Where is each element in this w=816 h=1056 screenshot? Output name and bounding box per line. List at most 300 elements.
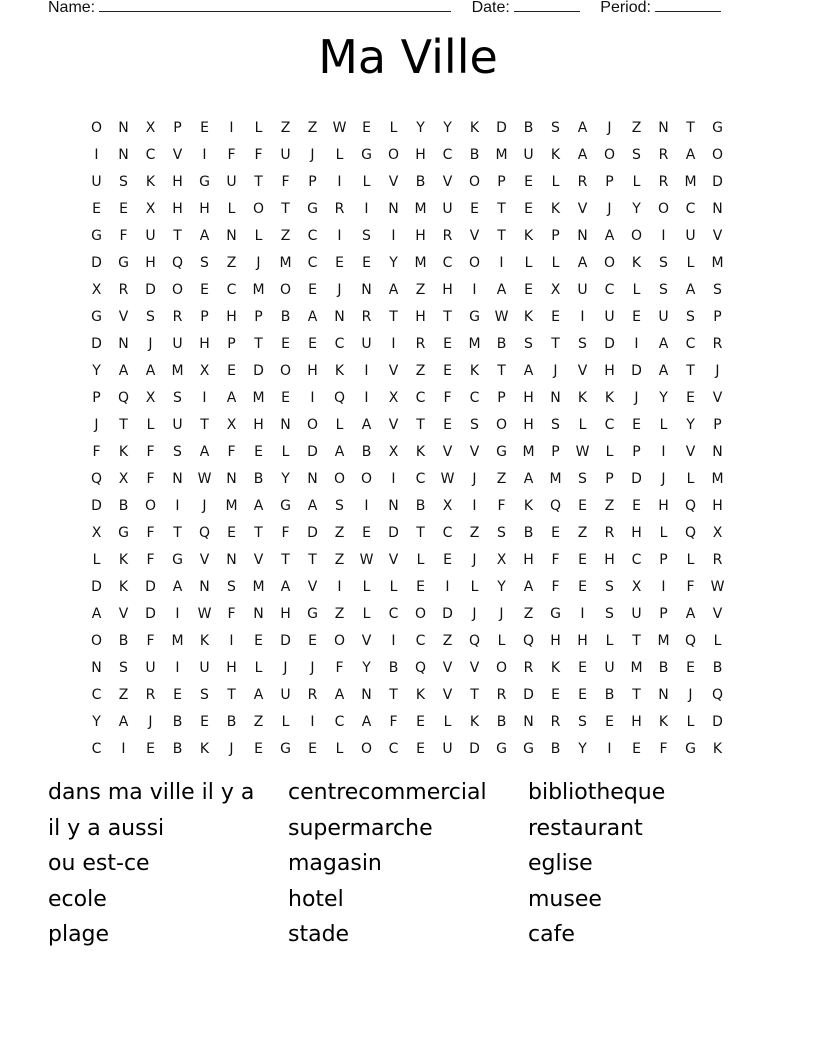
grid-letter: E [551, 308, 560, 325]
grid-letter: O [360, 470, 373, 487]
grid-letter: B [415, 173, 426, 190]
grid-letter: Z [415, 362, 426, 379]
grid-letter: L [578, 416, 587, 433]
grid-letter: Q [684, 497, 697, 514]
grid-letter: T [389, 308, 398, 325]
grid-letter: C [415, 389, 426, 406]
grid-letter: I [472, 497, 477, 514]
grid-letter: E [443, 362, 452, 379]
grid-letter: A [226, 389, 237, 406]
date-field[interactable] [472, 0, 580, 17]
grid-letter: D [604, 335, 615, 352]
grid-letter: I [580, 605, 585, 622]
grid-letter: O [252, 200, 265, 217]
grid-letter: O [468, 254, 481, 271]
grid-letter: A [523, 362, 534, 379]
grid-letter: R [496, 686, 507, 703]
grid-letter: Q [333, 389, 346, 406]
grid-letter: X [145, 119, 156, 136]
grid-letter: E [308, 335, 317, 352]
grid-letter: E [416, 713, 425, 730]
grid-letter: G [307, 605, 318, 622]
grid-letter: A [685, 146, 696, 163]
grid-letter: K [469, 362, 480, 379]
grid-letter: E [281, 335, 290, 352]
grid-letter: E [578, 686, 587, 703]
grid-letter: M [279, 254, 292, 271]
grid-letter: U [280, 686, 291, 703]
grid-letter: U [172, 416, 183, 433]
grid-letter: E [443, 416, 452, 433]
grid-letter: B [550, 740, 561, 757]
grid-letter: Y [659, 389, 668, 406]
grid-letter: O [603, 254, 616, 271]
grid-letter: S [227, 578, 236, 595]
grid-letter: X [442, 497, 453, 514]
grid-letter: E [686, 389, 695, 406]
grid-letter: U [172, 335, 183, 352]
grid-letter: E [632, 740, 641, 757]
grid-letter: B [172, 740, 183, 757]
grid-letter: V [685, 443, 696, 460]
grid-letter: I [175, 659, 180, 676]
grid-letter: B [712, 659, 723, 676]
grid-letter: L [254, 227, 263, 244]
grid-letter: O [711, 146, 724, 163]
grid-letter: U [658, 308, 669, 325]
grid-letter: G [685, 740, 696, 757]
grid-letter: G [307, 200, 318, 217]
grid-letter: O [279, 281, 292, 298]
grid-letter: Z [226, 254, 237, 271]
grid-letter: H [226, 308, 237, 325]
grid-letter: L [551, 173, 560, 190]
grid-letter: I [391, 470, 396, 487]
grid-letter: F [146, 524, 155, 541]
grid-letter: W [332, 119, 347, 136]
grid-letter: I [661, 443, 666, 460]
grid-letter: H [523, 416, 534, 433]
grid-letter: K [469, 119, 480, 136]
grid-letter: N [199, 578, 210, 595]
grid-letter: B [415, 497, 426, 514]
grid-letter: C [307, 227, 318, 244]
grid-letter: L [605, 632, 614, 649]
grid-letter: M [549, 470, 562, 487]
grid-letter: A [307, 308, 318, 325]
grid-letter: N [91, 659, 102, 676]
grid-letter: I [175, 605, 180, 622]
grid-letter: U [361, 335, 372, 352]
grid-letter: O [306, 416, 319, 433]
grid-letter: F [146, 551, 155, 568]
grid-letter: P [92, 389, 101, 406]
grid-letter: D [388, 524, 399, 541]
grid-letter: S [524, 335, 533, 352]
grid-letter: T [470, 686, 479, 703]
grid-letter: D [145, 281, 156, 298]
grid-letter: P [713, 308, 722, 325]
grid-letter: Y [92, 713, 101, 730]
grid-letter: L [686, 713, 695, 730]
grid-letter: E [200, 281, 209, 298]
grid-letter: E [362, 524, 371, 541]
grid-letter: T [173, 524, 182, 541]
grid-letter: O [90, 632, 103, 649]
grid-letter: N [712, 443, 723, 460]
grid-letter: P [659, 551, 668, 568]
grid-letter: B [172, 713, 183, 730]
grid-letter: T [632, 632, 641, 649]
grid-letter: T [227, 686, 236, 703]
period-label: Period: [600, 0, 651, 16]
grid-letter: E [254, 632, 263, 649]
grid-letter: U [226, 173, 237, 190]
grid-letter: E [524, 200, 533, 217]
grid-letter: A [280, 578, 291, 595]
grid-letter: Q [468, 632, 481, 649]
grid-letter: I [364, 389, 369, 406]
grid-letter: I [499, 254, 504, 271]
grid-letter: S [659, 254, 668, 271]
grid-letter: C [442, 254, 453, 271]
grid-letter: Z [577, 524, 588, 541]
grid-letter: N [523, 713, 534, 730]
grid-letter: H [604, 362, 615, 379]
grid-letter: N [361, 686, 372, 703]
grid-letter: K [199, 632, 210, 649]
grid-letter: L [389, 578, 398, 595]
grid-letter: R [118, 281, 129, 298]
grid-letter: F [146, 632, 155, 649]
grid-letter: L [254, 119, 263, 136]
grid-letter: H [307, 362, 318, 379]
grid-letter: N [388, 497, 399, 514]
grid-letter: P [497, 389, 506, 406]
grid-letter: H [253, 416, 264, 433]
grid-letter: F [497, 497, 506, 514]
grid-letter: L [524, 254, 533, 271]
grid-letter: A [604, 227, 615, 244]
grid-letter: W [197, 470, 212, 487]
grid-letter: U [280, 146, 291, 163]
grid-letter: C [604, 281, 615, 298]
grid-letter: Y [632, 200, 641, 217]
grid-letter: L [146, 416, 155, 433]
grid-letter: V [388, 173, 399, 190]
grid-letter: P [632, 443, 641, 460]
grid-letter: J [634, 389, 639, 406]
grid-letter: R [145, 686, 156, 703]
grid-letter: S [551, 119, 560, 136]
grid-letter: U [442, 740, 453, 757]
grid-letter: O [387, 146, 400, 163]
grid-letter: T [686, 119, 695, 136]
period-line [655, 0, 721, 12]
grid-letter: R [550, 713, 561, 730]
grid-letter: E [254, 443, 263, 460]
grid-letter: Y [362, 659, 371, 676]
grid-letter: V [253, 551, 264, 568]
word-bank-item: eglise [528, 851, 593, 876]
grid-letter: H [631, 524, 642, 541]
grid-letter: J [310, 659, 315, 676]
grid-letter: P [551, 227, 560, 244]
grid-letter: C [91, 740, 102, 757]
grid-letter: N [280, 416, 291, 433]
word-bank-item: magasin [288, 851, 382, 876]
grid-letter: O [279, 362, 292, 379]
grid-letter: M [630, 659, 643, 676]
grid-letter: A [334, 443, 345, 460]
grid-letter: R [523, 659, 534, 676]
grid-letter: K [523, 227, 534, 244]
grid-letter: E [443, 335, 452, 352]
grid-letter: T [254, 335, 263, 352]
grid-letter: T [173, 227, 182, 244]
grid-letter: X [118, 470, 129, 487]
word-bank [48, 780, 768, 958]
grid-letter: X [199, 362, 210, 379]
grid-letter: C [469, 389, 480, 406]
grid-letter: S [470, 416, 479, 433]
grid-letter: A [253, 497, 264, 514]
grid-letter: J [310, 146, 315, 163]
grid-letter: V [469, 443, 480, 460]
grid-letter: U [577, 281, 588, 298]
grid-letter: E [686, 659, 695, 676]
name-line [99, 0, 451, 12]
grid-letter: A [118, 713, 129, 730]
grid-letter: O [333, 470, 346, 487]
grid-letter: I [310, 713, 315, 730]
grid-letter: A [199, 443, 210, 460]
grid-letter: H [226, 659, 237, 676]
grid-letter: O [333, 632, 346, 649]
grid-letter: E [578, 578, 587, 595]
grid-letter: E [578, 497, 587, 514]
grid-letter: J [337, 281, 342, 298]
grid-letter: J [148, 713, 153, 730]
grid-letter: X [388, 389, 399, 406]
grid-letter: P [551, 443, 560, 460]
grid-letter: F [551, 578, 560, 595]
grid-letter: H [523, 389, 534, 406]
grid-letter: Q [117, 389, 130, 406]
grid-letter: V [118, 605, 129, 622]
grid-letter: Q [90, 470, 103, 487]
grid-letter: S [200, 254, 209, 271]
grid-letter: H [415, 146, 426, 163]
grid-letter: X [145, 200, 156, 217]
grid-letter: I [661, 578, 666, 595]
grid-letter: V [118, 308, 129, 325]
grid-letter: B [496, 335, 507, 352]
grid-letter: E [146, 740, 155, 757]
grid-letter: P [308, 173, 317, 190]
grid-letter: Y [443, 119, 452, 136]
grid-letter: T [308, 551, 317, 568]
grid-letter: E [92, 200, 101, 217]
grid-letter: L [362, 605, 371, 622]
grid-letter: L [335, 146, 344, 163]
grid-letter: V [388, 551, 399, 568]
grid-letter: E [632, 497, 641, 514]
grid-letter: L [389, 119, 398, 136]
grid-letter: M [522, 443, 535, 460]
grid-letter: T [497, 227, 506, 244]
grid-letter: F [281, 524, 290, 541]
grid-letter: P [173, 119, 182, 136]
grid-letter: D [712, 173, 723, 190]
grid-letter: V [442, 659, 453, 676]
grid-letter: R [604, 524, 615, 541]
grid-letter: F [227, 146, 236, 163]
period-field[interactable] [600, 0, 721, 17]
grid-letter: K [658, 713, 669, 730]
grid-letter: E [605, 713, 614, 730]
grid-letter: I [337, 173, 342, 190]
grid-letter: K [118, 578, 129, 595]
grid-letter: D [307, 443, 318, 460]
grid-letter: C [388, 605, 399, 622]
grid-letter: S [578, 713, 587, 730]
grid-letter: N [307, 470, 318, 487]
grid-letter: J [715, 362, 720, 379]
grid-letter: X [226, 416, 237, 433]
grid-letter: I [310, 389, 315, 406]
grid-letter: O [144, 497, 157, 514]
grid-letter: D [496, 119, 507, 136]
grid-letter: R [172, 308, 183, 325]
word-bank-item: hotel [288, 886, 344, 912]
grid-letter: L [686, 551, 695, 568]
grid-letter: A [172, 578, 183, 595]
grid-letter: E [578, 551, 587, 568]
grid-letter: U [442, 200, 453, 217]
grid-letter: X [631, 578, 642, 595]
grid-letter: C [226, 281, 237, 298]
word-bank-item: cafe [528, 922, 575, 947]
grid-letter: F [227, 443, 236, 460]
grid-letter: B [523, 119, 534, 136]
grid-letter: I [391, 227, 396, 244]
grid-letter: N [118, 146, 129, 163]
grid-letter: X [145, 389, 156, 406]
grid-letter: W [575, 443, 590, 460]
grid-letter: T [119, 416, 128, 433]
name-field[interactable] [48, 0, 451, 17]
grid-letter: A [334, 686, 345, 703]
grid-letter: N [658, 686, 669, 703]
word-bank-item: stade [288, 922, 350, 947]
grid-letter: H [199, 335, 210, 352]
grid-letter: T [551, 335, 560, 352]
grid-letter: D [280, 632, 291, 649]
grid-letter: Y [92, 362, 101, 379]
grid-letter: C [442, 524, 453, 541]
grid-letter: L [281, 713, 290, 730]
grid-letter: Z [253, 713, 264, 730]
grid-letter: Y [389, 254, 398, 271]
grid-letter: L [659, 524, 668, 541]
grid-letter: V [469, 227, 480, 244]
grid-letter: H [172, 173, 183, 190]
grid-letter: K [118, 551, 129, 568]
grid-letter: K [334, 362, 345, 379]
grid-letter: D [712, 713, 723, 730]
grid-letter: A [577, 254, 588, 271]
grid-letter: K [469, 713, 480, 730]
grid-letter: A [577, 146, 588, 163]
grid-letter: D [91, 497, 102, 514]
grid-letter: D [631, 470, 642, 487]
grid-letter: L [416, 551, 425, 568]
grid-letter: Z [280, 119, 291, 136]
grid-letter: R [658, 173, 669, 190]
grid-letter: K [523, 497, 534, 514]
grid-letter: P [497, 173, 506, 190]
grid-letter: B [469, 146, 480, 163]
grid-letter: J [229, 740, 234, 757]
grid-letter: K [577, 389, 588, 406]
grid-letter: G [550, 605, 561, 622]
grid-letter: H [442, 281, 453, 298]
grid-letter: G [172, 551, 183, 568]
grid-letter: V [172, 146, 183, 163]
grid-letter: G [118, 254, 129, 271]
grid-letter: I [391, 335, 396, 352]
grid-letter: J [553, 362, 558, 379]
grid-letter: B [604, 686, 615, 703]
grid-letter: E [416, 740, 425, 757]
grid-letter: H [577, 632, 588, 649]
grid-letter: F [146, 443, 155, 460]
grid-letter: R [307, 686, 318, 703]
grid-letter: M [414, 254, 427, 271]
grid-letter: N [226, 470, 237, 487]
grid-letter: H [523, 551, 534, 568]
grid-letter: V [712, 605, 723, 622]
grid-letter: M [711, 470, 724, 487]
grid-letter: D [469, 740, 480, 757]
grid-letter: C [631, 551, 642, 568]
grid-letter: M [252, 281, 265, 298]
grid-letter: L [335, 416, 344, 433]
grid-letter: U [604, 308, 615, 325]
grid-letter: N [118, 119, 129, 136]
grid-letter: N [172, 470, 183, 487]
grid-letter: J [283, 659, 288, 676]
grid-letter: Y [497, 578, 506, 595]
grid-letter: Q [198, 524, 211, 541]
grid-letter: Z [118, 686, 129, 703]
grid-letter: L [632, 281, 641, 298]
grid-letter: B [388, 659, 399, 676]
grid-letter: F [146, 470, 155, 487]
grid-letter: A [361, 713, 372, 730]
grid-letter: S [578, 335, 587, 352]
grid-letter: A [658, 335, 669, 352]
grid-letter: G [496, 443, 507, 460]
grid-letter: V [442, 443, 453, 460]
grid-letter: J [472, 605, 477, 622]
word-bank-item: ecole [48, 886, 107, 912]
grid-letter: I [229, 632, 234, 649]
grid-letter: E [416, 578, 425, 595]
grid-letter: Q [414, 659, 427, 676]
grid-letter: I [337, 227, 342, 244]
